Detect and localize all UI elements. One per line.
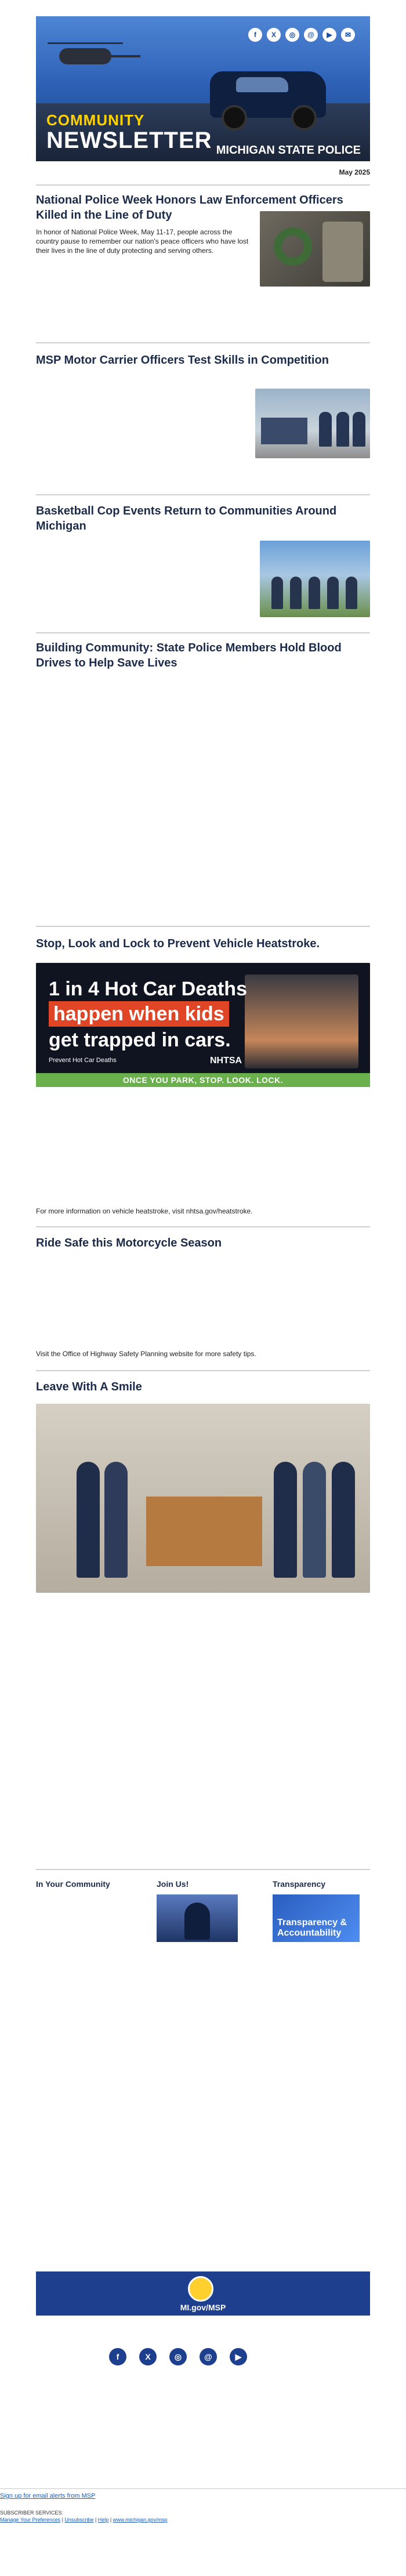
heatstroke-title: Stop, Look and Lock to Prevent Vehicle Heatstroke. (36, 937, 320, 950)
subscriber-links: Manage Your Preferences | Unsubscribe | Help | www.michigan.gov/msp (0, 2517, 168, 2523)
threads-icon[interactable]: @ (200, 2348, 217, 2365)
divider (36, 926, 370, 927)
divider (36, 1869, 370, 1870)
website-link[interactable]: www.michigan.gov/msp (113, 2517, 168, 2523)
newsletter-label: NEWSLETTER (46, 128, 212, 153)
divider (36, 342, 370, 343)
join-us-title: Join Us! (157, 1879, 189, 1889)
banner-strip: ONCE YOU PARK, STOP. LOOK. LOCK. (36, 1073, 370, 1087)
divider (36, 1370, 370, 1371)
footer-url[interactable]: MI.gov/MSP (180, 2303, 226, 2312)
police-week-title: National Police Week Honors Law Enforcement Officers Killed in the Line of Duty (36, 194, 343, 222)
nhtsa-logo: NHTSA (210, 1056, 242, 1066)
patrol-car-image (210, 71, 326, 118)
header-social-links (248, 28, 355, 42)
twitter-icon[interactable]: X (139, 2348, 157, 2365)
banner-line-1: 1 in 4 Hot Car Deaths (49, 978, 247, 1000)
banner-prevent-label: Prevent Hot Car Deaths (49, 1057, 117, 1064)
manage-preferences-link[interactable]: Manage Your Preferences (0, 2517, 61, 2523)
transparency-image[interactable] (273, 1894, 360, 1942)
twitter-icon[interactable]: X (267, 28, 281, 42)
footer-banner[interactable] (36, 2271, 370, 2316)
facebook-icon[interactable]: f (109, 2348, 126, 2365)
subscriber-services (0, 2509, 168, 2523)
facebook-icon[interactable]: f (248, 28, 262, 42)
heatstroke-para-4: For more information on vehicle heatstroke, visit nhtsa.gov/heatstroke. (36, 1207, 253, 1215)
motorcycle-title: Ride Safe this Motorcycle Season (36, 1237, 222, 1249)
email-icon[interactable]: ✉ (341, 28, 355, 42)
motor-carrier-image (255, 389, 370, 458)
child-in-car-image (245, 974, 358, 1068)
smile-title: Leave With A Smile (36, 1381, 142, 1393)
help-link[interactable]: Help (97, 2517, 109, 2523)
msp-seal-icon (188, 2276, 213, 2302)
transparency-column (273, 1879, 377, 1945)
subscriber-services-label: SUBSCRIBER SERVICES: (0, 2510, 63, 2516)
transparency-title: Transparency (273, 1879, 326, 1889)
trooper-photo (157, 1894, 238, 1942)
basketball-title: Basketball Cop Events Return to Communities Around Michigan (36, 505, 337, 532)
signup-row (0, 2488, 406, 2499)
memorial-image (260, 211, 370, 287)
community-events-title: In Your Community (36, 1879, 110, 1889)
divider (36, 632, 370, 633)
troopers-on-tour-image (260, 541, 370, 617)
purses-with-purpose-photo (36, 1404, 370, 1593)
issue-date: May 2025 (339, 168, 370, 176)
youtube-icon[interactable]: ▶ (230, 2348, 247, 2365)
agency-label: MICHIGAN STATE POLICE (216, 144, 361, 157)
youtube-icon[interactable]: ▶ (322, 28, 336, 42)
footer-social-links (109, 2348, 247, 2365)
motor-carrier-title: MSP Motor Carrier Officers Test Skills in Competition (36, 354, 329, 367)
threads-icon[interactable]: @ (304, 28, 318, 42)
transparency-image-line-2: Accountability (277, 1928, 342, 1938)
helicopter-image (59, 48, 111, 64)
banner-line-2: happen when kids (49, 1001, 229, 1027)
divider (36, 1226, 370, 1227)
instagram-icon[interactable]: ◎ (285, 28, 299, 42)
heatstroke-banner (36, 963, 370, 1087)
community-events-column (36, 1879, 140, 1894)
unsubscribe-link[interactable]: Unsubscribe (64, 2517, 94, 2523)
community-label: COMMUNITY (46, 111, 145, 129)
police-week-para-1: In honor of National Police Week, May 11-17, people across the country pause to remember our nation's peace officers who have lost their lives in the line of duty protecting and serving others. (36, 228, 249, 255)
header-banner (36, 16, 370, 161)
signup-link[interactable]: Sign up for email alerts from MSP (0, 2492, 96, 2499)
banner-line-3: get trapped in cars. (49, 1029, 231, 1051)
motorcycle-para-2: Visit the Office of Highway Safety Planning website for more safety tips. (36, 1350, 256, 1358)
join-us-column (157, 1879, 261, 1945)
blood-drive-title: Building Community: State Police Members Hold Blood Drives to Help Save Lives (36, 642, 342, 669)
divider (36, 494, 370, 495)
transparency-image-line-1: Transparency & (277, 1918, 347, 1928)
divider (36, 184, 370, 186)
instagram-icon[interactable]: ◎ (169, 2348, 187, 2365)
